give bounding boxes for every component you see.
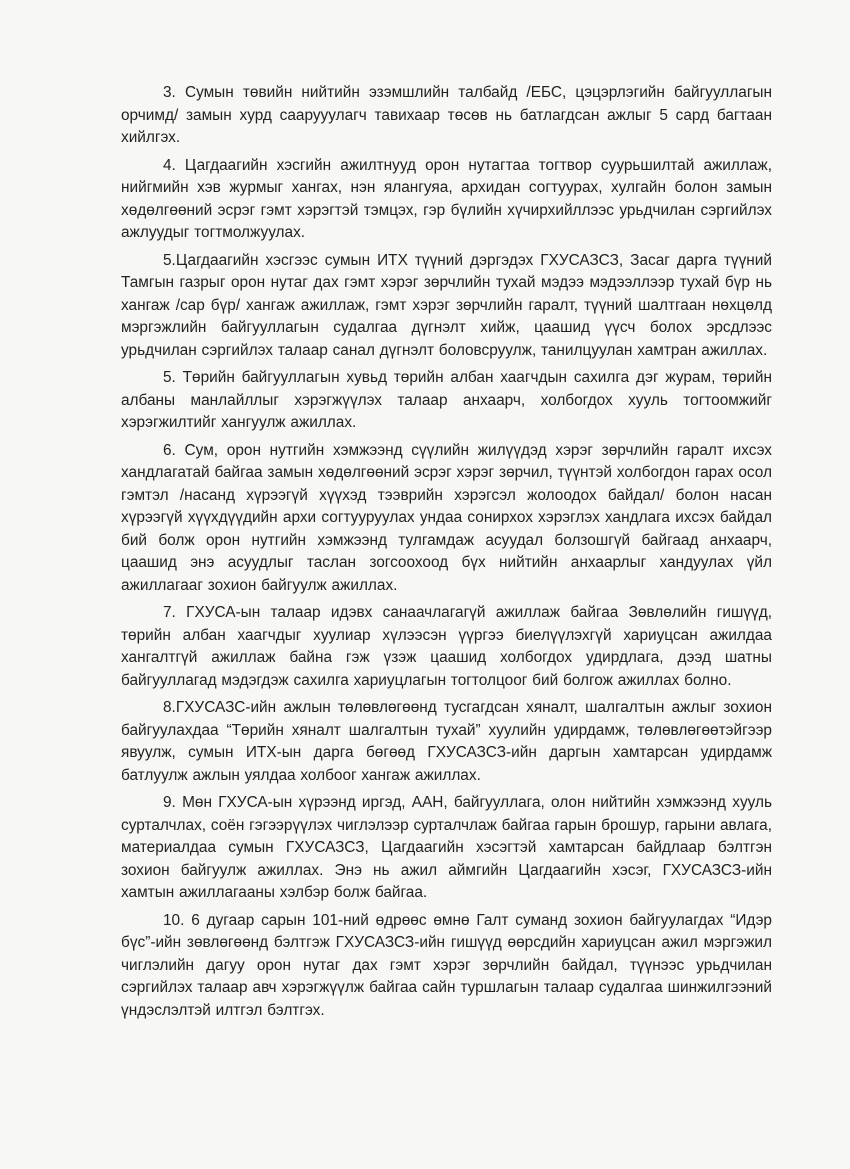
paragraph-item-8: 8.ГХУСАЗС-ийн ажлын төлөвлөгөөнд тусгагдсан хяналт, шалгалтын ажлыг зохион байгуулахдаа “Төрийн хяналт шалгалтын тухай” хуулийн удирдамж, төлөвлөгөөтэйгээр явуулж, сумын ИТХ-ын дарга бөгөөд ГХУСАЗСЗ-ийн даргын хамтарсан удирдамж батлуулж ажлын уялдаа холбоог хангаж ажиллах. [121, 699, 772, 784]
paragraph-item-4: 4. Цагдаагийн хэсгийн ажилтнууд орон нутагтаа тогтвор суурьшилтай ажиллаж, нийгмийн хэв журмыг хангах, нэн ялангуяа, архидан согтуурах, хулгайн болон замын хөдөлгөөний эсрэг гэмт хэрэгтэй тэмцэх, гэр бүлийн хүчирхийллээс урьдчилан сэргийлэх ажлуудыг тогтмолжуулах. [121, 156, 772, 241]
paragraph-item-3: 3. Сумын төвийн нийтийн эзэмшлийн талбайд /ЕБС, цэцэрлэгийн байгууллагын орчимд/ замын хурд саарууулагч тавихаар төсөв нь батлагдсан ажлыг 5 сард багтаан хийлгэх. [121, 84, 772, 146]
paragraph-item-7: 7. ГХУСА-ын талаар идэвх санаачлагагүй ажиллаж байгаа Зөвлөлийн гишүүд, төрийн албан хаагчдыг хуулиар хүлээсэн үүргээ биелүүлэхгүй хариуцсан ажилдаа хангалтгүй ажиллаж байна гэж үзэж цаашид холбогдох удирдлага, дээд шатны байгууллагад мэдэгдэж сахилга хариуцлагын тогтолцоог бий болгож ажиллах болно. [121, 604, 772, 689]
paragraph-item-10: 10. 6 дугаар сарын 101-ний өдрөөс өмнө Галт суманд зохион байгуулагдах “Идэр бүс”-ийн зөвлөгөөнд бэлтгэж ГХУСАЗСЗ-ийн гишүүд өөрсдийн хариуцсан ажил мэргэжил чиглэлийн дагуу орон нутаг дах гэмт хэрэг зөрчлийн байдал, түүнээс урьдчилан сэргийлэх талаар авч хэрэгжүүлж байгаа сайн туршлагын талаар судалгаа шинжилгээний үндэслэлтэй илтгэл бэлтгэх. [121, 911, 772, 1019]
document-body [121, 82, 772, 1027]
paragraph-item-5b: 5. Төрийн байгууллагын хувьд төрийн албан хаагчдын сахилга дэг журам, төрийн албаны манлайллыг хэрэгжүүлэх талаар анхаарч, холбогдох хууль тогтоомжийг хэрэгжилтийг хангуулж ажиллах. [121, 369, 772, 431]
paragraph-item-9: 9. Мөн ГХУСА-ын хүрээнд иргэд, ААН, байгууллага, олон нийтийн хэмжээнд хууль сурталчлах, соён гэгээрүүлэх чиглэлээр сурталчлаж байгаа гарын брошур, гарыни авлага, материалдаа сумын ГХУСАЗСЗ, Цагдаагийн хэсэгтэй хамтарсан байдлаар бэлтгэн зохион байгуулж ажиллах. Энэ нь ажил аймгийн Цагдаагийн хэсэг, ГХУСАЗСЗ-ийн хамтын ажиллагааны хэлбэр болж байгаа. [121, 794, 772, 901]
paragraph-item-5a: 5.Цагдаагийн хэсгээс сумын ИТХ түүний дэргэдэх ГХУСАЗСЗ, Засаг дарга түүний Тамгын газрыг орон нутаг дах гэмт хэрэг зөрчлийн тухай мэдээ мэдээллээр тухай бүр нь хангаж /сар бүр/ хангаж ажиллаж, гэмт хэрэг зөрчлийн гаралт, түүний шалтгаан нөхцөлд мэргэжлийн байгууллагын судалгаа дүгнэлт хийж, цаашид үүсч болох эрсдлээс урьдчилан сэргийлэх талаар санал дүгнэлт боловсруулж, танилцуулан хамтран ажиллах. [121, 251, 772, 359]
paragraph-item-6: 6. Сум, орон нутгийн хэмжээнд сүүлийн жилүүдэд хэрэг зөрчлийн гаралт ихсэх хандлагатай байгаа замын хөдөлгөөний эсрэг хэрэг зөрчил, түүнтэй холбогдон гарах осол гэмтэл /насанд хүрээгүй хүүхэд тээврийн хэрэгсэл жолоодох байдал/ болон насан хүрээгүй хүүхдүүдийн архи согтууруулах ундаа сонирхох хэрэглэх хандлага ихсэх байдал бий болж орон нутгийн хэмжээнд тулгамдаж асуудал болзошгүй байгаад анхаарч, цаашид энэ асуудлыг таслан зогсоохоод бүх нийтийн анхаарлыг хандуулах үйл ажиллагааг зохион байгуулж ажиллах. [121, 441, 772, 594]
